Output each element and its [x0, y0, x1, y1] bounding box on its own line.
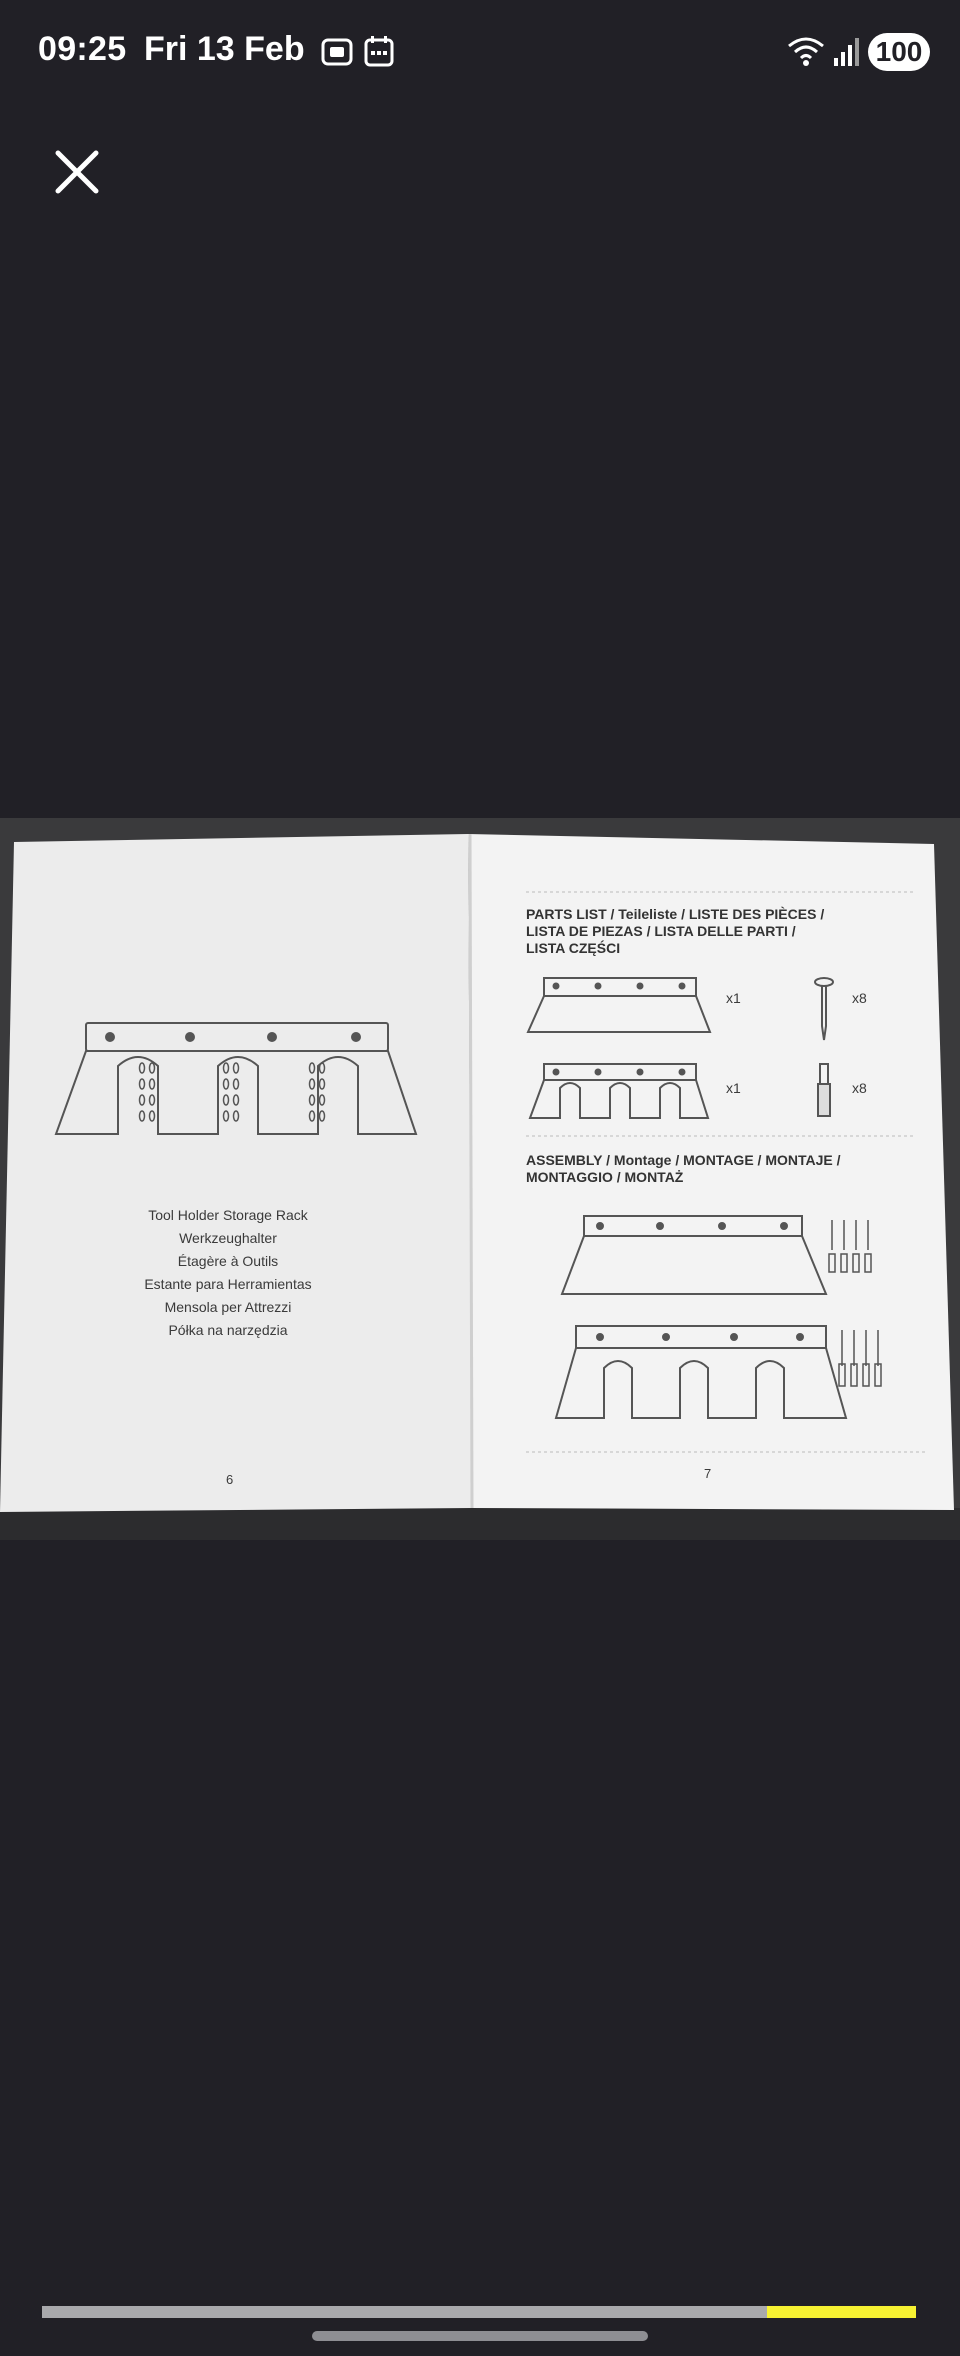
wifi-icon — [786, 34, 826, 68]
qty-screw: x8 — [852, 990, 867, 1006]
assembly-heading: ASSEMBLY / Montage / MONTAGE / MONTAJE / MONTAGGIO / MONTAŻ — [526, 1152, 841, 1185]
right-page-number: 7 — [704, 1466, 712, 1481]
title-en: Tool Holder Storage Rack — [148, 1207, 308, 1223]
title-pl: Półka na narzędzia — [168, 1322, 288, 1338]
manual-photo — [0, 818, 960, 1540]
title-de: Werkzeughalter — [179, 1230, 277, 1246]
close-icon[interactable] — [48, 143, 106, 201]
left-page-number: 6 — [226, 1472, 234, 1487]
screenshot-icon — [320, 34, 354, 68]
qty-plate: x1 — [726, 990, 741, 1006]
story-progress-bar — [42, 2306, 916, 2318]
title-it: Mensola per Attrezzi — [164, 1299, 292, 1315]
qty-anchor: x8 — [852, 1080, 867, 1096]
left-page-titles — [128, 1204, 328, 1342]
battery-indicator: 100 — [868, 33, 930, 71]
status-time: 09:25 — [38, 30, 127, 68]
home-indicator[interactable] — [312, 2331, 648, 2341]
qty-rack: x1 — [726, 1080, 741, 1096]
parts-list-heading: PARTS LIST / Teileliste / LISTE DES PIÈCES / LISTA DE PIEZAS / LISTA DELLE PARTI / LISTA CZĘŚCI — [526, 906, 825, 956]
status-date: Fri 13 Feb — [144, 30, 305, 68]
status-bar — [0, 0, 960, 104]
signal-icon — [832, 34, 862, 68]
title-fr: Étagère à Outils — [177, 1253, 279, 1269]
calendar-icon — [362, 34, 396, 68]
title-es: Estante para Herramientas — [144, 1276, 312, 1292]
progress-accent — [767, 2306, 916, 2318]
